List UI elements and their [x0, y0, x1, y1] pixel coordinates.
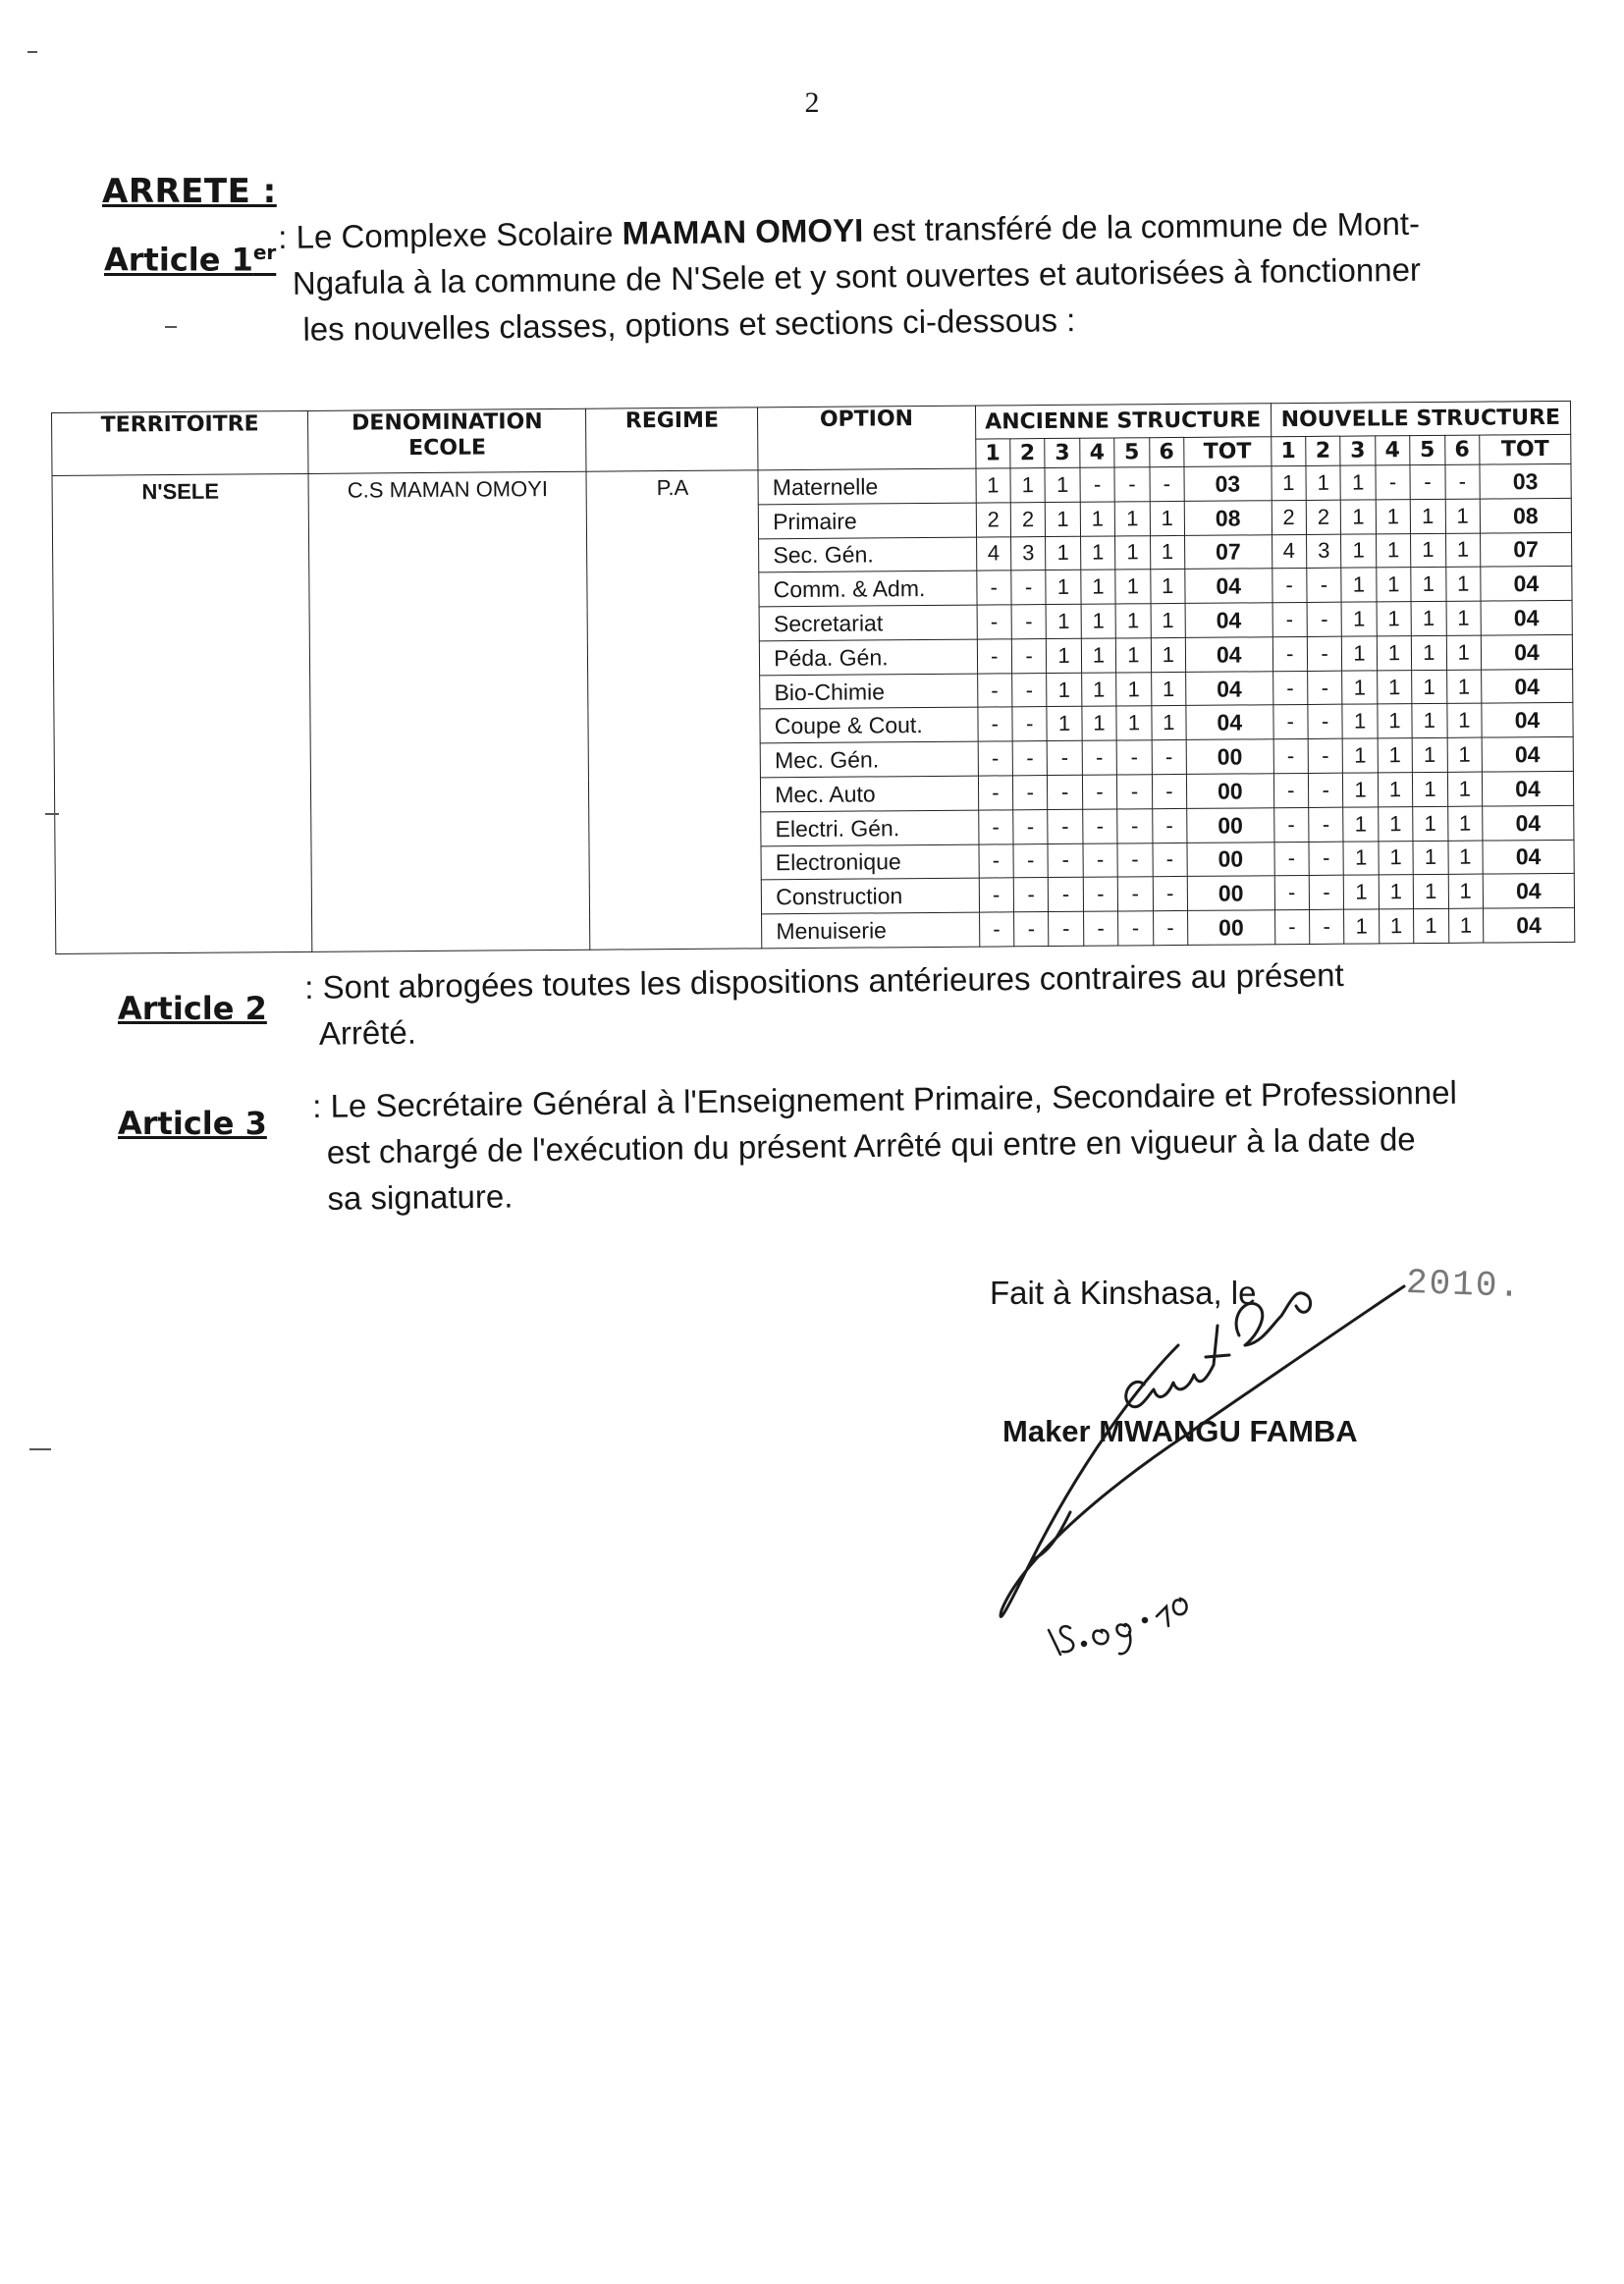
cell-ancienne-1: -: [979, 912, 1014, 947]
cell-ancienne-3: -: [1048, 809, 1083, 843]
cell-nouvelle-6: 1: [1448, 874, 1484, 908]
cell-option: Sec. Gén.: [759, 537, 977, 573]
cell-nouvelle-1: -: [1272, 671, 1308, 705]
cell-ancienne-3: -: [1048, 775, 1083, 809]
cell-ancienne-3: 1: [1047, 707, 1082, 741]
cell-option: Mec. Auto: [761, 776, 979, 812]
cell-ancienne-2: -: [1013, 843, 1049, 878]
cell-nouvelle-1: 1: [1271, 465, 1306, 500]
cell-nouvelle-5: 1: [1412, 704, 1447, 738]
fait-a-kinshasa: Fait à Kinshasa, le: [990, 1275, 1257, 1311]
school-name-bold: MAMAN OMOYI: [622, 211, 864, 251]
cell-ancienne-1: -: [978, 741, 1013, 776]
subheader-ancienne-6: 6: [1149, 437, 1184, 466]
cell-nouvelle-tot: 04: [1481, 600, 1572, 635]
header-denomination-2: ECOLE: [408, 435, 487, 462]
cell-nouvelle-4: 1: [1376, 533, 1411, 568]
cell-ancienne-3: 1: [1045, 467, 1080, 502]
cell-nouvelle-2: -: [1307, 602, 1342, 636]
cell-ancienne-5: 1: [1115, 604, 1151, 638]
cell-nouvelle-5: 1: [1413, 772, 1448, 806]
cell-nouvelle-3: 1: [1342, 704, 1378, 738]
cell-ancienne-1: -: [977, 674, 1012, 708]
cell-ancienne-tot: 00: [1188, 910, 1275, 946]
cell-ancienne-tot: 00: [1187, 842, 1274, 876]
cell-ancienne-6: -: [1152, 808, 1187, 843]
cell-ancienne-tot: 04: [1185, 637, 1272, 672]
cell-nouvelle-1: 4: [1272, 534, 1307, 569]
cell-nouvelle-4: 1: [1379, 841, 1414, 875]
article-3-label: Article 3: [118, 1105, 267, 1142]
cell-nouvelle-5: 1: [1413, 875, 1448, 909]
cell-ancienne-1: 1: [976, 468, 1011, 503]
cell-nouvelle-3: 1: [1343, 773, 1379, 807]
cell-ancienne-4: 1: [1081, 638, 1116, 673]
cell-nouvelle-2: -: [1309, 909, 1344, 944]
cell-option: Construction: [762, 878, 980, 914]
cell-ancienne-3: -: [1049, 878, 1084, 912]
cell-ancienne-2: -: [1013, 809, 1049, 843]
cell-option: Electronique: [761, 844, 979, 881]
structure-table-body: [52, 463, 1575, 953]
cell-nouvelle-5: 1: [1410, 499, 1445, 533]
cell-ancienne-4: 1: [1081, 604, 1116, 638]
cell-nouvelle-6: 1: [1445, 533, 1481, 568]
cell-ancienne-3: -: [1048, 843, 1083, 878]
cell-nouvelle-2: 1: [1306, 465, 1341, 500]
cell-nouvelle-5: -: [1410, 464, 1445, 499]
cell-ancienne-1: -: [978, 776, 1013, 810]
cell-nouvelle-4: 1: [1377, 568, 1412, 602]
cell-ancienne-5: 1: [1116, 706, 1152, 740]
cell-nouvelle-4: 1: [1378, 704, 1413, 738]
cell-nouvelle-6: 1: [1446, 704, 1482, 738]
cell-option: Coupe & Cout.: [760, 708, 978, 744]
cell-ancienne-2: -: [1013, 878, 1049, 912]
scan-speck: [45, 813, 59, 815]
cell-nouvelle-4: 1: [1378, 738, 1413, 773]
cell-ancienne-3: -: [1049, 911, 1084, 946]
cell-ancienne-6: 1: [1151, 706, 1186, 740]
subheader-nouvelle-3: 3: [1340, 436, 1376, 465]
cell-ancienne-4: -: [1082, 775, 1117, 809]
cell-ancienne-6: -: [1153, 843, 1188, 877]
article-1-line-2: Ngafula à la commune de N'Sele et y sont ouvertes et autorisées à fonctionner: [292, 250, 1422, 301]
subheader-ancienne-5: 5: [1114, 438, 1150, 467]
cell-option: Péda. Gén.: [760, 639, 978, 676]
header-denomination-1: DENOMINATION: [352, 409, 543, 436]
cell-option: Maternelle: [758, 468, 976, 505]
cell-option: Bio-Chimie: [760, 674, 978, 710]
cell-ancienne-5: 1: [1114, 501, 1150, 535]
cell-ancienne-tot: 00: [1186, 774, 1273, 808]
article-2-label: Article 2: [118, 990, 267, 1027]
cell-nouvelle-6: 1: [1446, 601, 1482, 635]
subheader-nouvelle-5: 5: [1410, 435, 1445, 464]
subheader-ancienne-tot: TOT: [1184, 437, 1272, 467]
cell-nouvelle-4: 1: [1378, 806, 1413, 841]
cell-ancienne-2: -: [1011, 605, 1047, 639]
cell-nouvelle-3: 1: [1344, 875, 1380, 909]
header-regime: REGIME: [586, 408, 758, 471]
cell-ancienne-3: -: [1048, 741, 1083, 776]
cell-nouvelle-4: -: [1376, 465, 1411, 500]
cell-nouvelle-6: 1: [1448, 908, 1484, 943]
cell-ancienne-2: -: [1011, 638, 1047, 673]
cell-ancienne-5: -: [1117, 809, 1153, 843]
cell-nouvelle-2: 2: [1306, 500, 1341, 534]
cell-nouvelle-5: 1: [1414, 908, 1449, 943]
cell-ancienne-1: -: [977, 639, 1012, 674]
cell-nouvelle-2: -: [1308, 773, 1343, 807]
header-territoire: TERRITOITRE: [52, 410, 309, 475]
article-1-line-1-b: est transféré de la commune de Mont-: [863, 204, 1421, 248]
subheader-nouvelle-6: 6: [1444, 435, 1480, 464]
cell-ancienne-2: -: [1012, 707, 1048, 741]
cell-ancienne-2: 2: [1010, 502, 1046, 536]
scan-speck: [165, 326, 177, 328]
cell-ancienne-1: -: [976, 571, 1011, 605]
cell-nouvelle-1: -: [1273, 842, 1309, 876]
cell-ancienne-5: -: [1114, 467, 1150, 502]
cell-nouvelle-5: 1: [1413, 806, 1448, 841]
cell-nouvelle-1: -: [1274, 910, 1310, 945]
cell-ancienne-tot: 00: [1186, 739, 1273, 774]
article-3-line-3: sa signature.: [327, 1177, 514, 1217]
cell-ancienne-2: 1: [1010, 468, 1046, 503]
scan-speck: [29, 1448, 51, 1450]
cell-ancienne-6: -: [1152, 740, 1187, 775]
cell-nouvelle-6: 1: [1446, 670, 1482, 704]
cell-nouvelle-2: -: [1309, 876, 1344, 910]
cell-nouvelle-6: 1: [1445, 499, 1481, 533]
cell-ancienne-1: -: [977, 707, 1012, 741]
cell-nouvelle-5: 1: [1411, 635, 1446, 670]
cell-option: Primaire: [759, 503, 977, 539]
cell-nouvelle-3: 1: [1343, 807, 1379, 842]
cell-nouvelle-4: 1: [1377, 602, 1412, 636]
article-2-line-1: : Sont abrogées toutes les dispositions antérieures contraires au présent: [304, 956, 1344, 1006]
subheader-ancienne-3: 3: [1045, 438, 1080, 467]
cell-ancienne-1: -: [979, 843, 1014, 878]
cell-ancienne-5: 1: [1115, 535, 1151, 570]
article-2-text: [304, 950, 1484, 1057]
cell-ancienne-4: 1: [1081, 570, 1116, 604]
signatory-name: Maker MWANGU FAMBA: [1002, 1414, 1358, 1448]
article-1-line-3: les nouvelles classes, options et sections ci-dessous :: [302, 301, 1076, 348]
cell-territoire: N'SELE: [52, 473, 312, 953]
article-3-line-1: : Le Secrétaire Général à l'Enseignement Primaire, Secondaire et Professionnel: [312, 1073, 1458, 1124]
cell-ancienne-4: -: [1080, 467, 1115, 502]
cell-nouvelle-4: 1: [1379, 909, 1414, 944]
cell-ancienne-3: 1: [1047, 673, 1082, 707]
cell-nouvelle-2: -: [1308, 705, 1343, 739]
cell-nouvelle-1: -: [1273, 773, 1309, 807]
article-3-text: [312, 1068, 1492, 1222]
page-number: 2: [804, 86, 820, 119]
cell-nouvelle-5: 1: [1413, 841, 1448, 875]
cell-nouvelle-3: 1: [1342, 671, 1378, 705]
cell-ancienne-5: -: [1116, 740, 1152, 775]
article-3-line-2: est chargé de l'exécution du présent Arrêté qui entre en vigueur à la date de: [326, 1120, 1416, 1170]
cell-nouvelle-1: -: [1273, 739, 1309, 774]
cell-nouvelle-3: 1: [1341, 500, 1377, 534]
cell-nouvelle-6: 1: [1447, 772, 1483, 806]
cell-ancienne-4: 1: [1080, 536, 1115, 571]
article-1-label-text: Article 1: [104, 241, 253, 279]
cell-nouvelle-3: 1: [1341, 568, 1377, 602]
cell-nouvelle-4: 1: [1377, 636, 1412, 671]
cell-ancienne-2: -: [1011, 571, 1047, 605]
subheader-ancienne-4: 4: [1080, 438, 1115, 467]
cell-ancienne-4: -: [1083, 843, 1118, 878]
cell-ancienne-2: -: [1012, 673, 1048, 707]
cell-nouvelle-2: -: [1308, 738, 1343, 773]
header-ancienne-structure: ANCIENNE STRUCTURE: [975, 404, 1271, 439]
cell-option: Comm. & Adm.: [759, 571, 977, 607]
cell-ancienne-1: 4: [976, 536, 1011, 571]
cell-ancienne-6: -: [1150, 466, 1185, 501]
subheader-ancienne-2: 2: [1010, 439, 1046, 468]
cell-nouvelle-2: 3: [1306, 534, 1341, 569]
structure-table: [51, 401, 1575, 954]
cell-nouvelle-tot: 04: [1483, 840, 1574, 875]
cell-ancienne-tot: 04: [1185, 569, 1272, 603]
cell-ancienne-tot: 00: [1187, 808, 1274, 843]
cell-nouvelle-4: 1: [1376, 499, 1411, 533]
cell-ancienne-5: -: [1117, 775, 1153, 809]
header-denomination: [308, 408, 587, 473]
cell-nouvelle-6: 1: [1447, 806, 1483, 841]
cell-nouvelle-5: 1: [1412, 670, 1447, 704]
cell-ancienne-5: 1: [1116, 672, 1152, 706]
cell-nouvelle-3: 1: [1341, 602, 1377, 636]
cell-nouvelle-tot: 04: [1483, 907, 1574, 943]
cell-nouvelle-1: -: [1273, 807, 1309, 842]
cell-regime: P.A: [586, 470, 762, 950]
cell-nouvelle-tot: 04: [1482, 703, 1573, 738]
header-option: OPTION: [758, 406, 976, 470]
cell-nouvelle-1: -: [1272, 603, 1308, 637]
subheader-nouvelle-2: 2: [1306, 436, 1341, 465]
cell-option: Mec. Gén.: [760, 741, 978, 778]
cell-ancienne-5: 1: [1115, 570, 1151, 604]
cell-nouvelle-3: 1: [1343, 841, 1379, 875]
cell-nouvelle-6: 1: [1448, 841, 1484, 875]
arrete-heading: ARRETE :: [102, 172, 277, 211]
cell-ancienne-4: 1: [1082, 706, 1117, 740]
cell-ancienne-6: 1: [1151, 637, 1186, 672]
cell-nouvelle-1: -: [1272, 636, 1308, 671]
cell-nouvelle-4: 1: [1377, 670, 1412, 704]
cell-ancienne-6: 1: [1150, 501, 1185, 535]
cell-ancienne-5: -: [1117, 843, 1153, 877]
header-nouvelle-structure: NOUVELLE STRUCTURE: [1271, 401, 1571, 436]
cell-ecole: C.S MAMAN OMOYI: [308, 471, 590, 952]
cell-ancienne-4: 1: [1081, 673, 1116, 707]
cell-ancienne-4: -: [1082, 740, 1117, 775]
cell-nouvelle-tot: 04: [1481, 567, 1572, 602]
subheader-nouvelle-4: 4: [1375, 436, 1410, 465]
cell-ancienne-tot: 08: [1184, 501, 1272, 535]
cell-ancienne-2: -: [1012, 776, 1048, 810]
cell-nouvelle-tot: 03: [1480, 463, 1571, 499]
cell-ancienne-5: -: [1117, 877, 1153, 911]
cell-nouvelle-tot: 07: [1480, 532, 1571, 568]
handwritten-signature: [972, 1267, 1424, 1659]
cell-option: Menuiserie: [762, 912, 980, 949]
cell-ancienne-1: 2: [976, 503, 1011, 537]
scan-speck: [27, 51, 37, 53]
cell-nouvelle-1: 2: [1272, 500, 1307, 534]
cell-ancienne-6: 1: [1150, 535, 1185, 570]
cell-ancienne-2: -: [1012, 741, 1048, 776]
cell-ancienne-3: 1: [1046, 604, 1081, 638]
cell-nouvelle-6: 1: [1446, 635, 1482, 670]
cell-ancienne-6: -: [1152, 774, 1187, 808]
cell-option: Electri. Gén.: [761, 810, 979, 846]
cell-nouvelle-3: 1: [1344, 909, 1380, 944]
cell-nouvelle-3: 1: [1341, 533, 1377, 568]
cell-ancienne-6: 1: [1151, 672, 1186, 706]
date-stamp: 2010.: [1405, 1262, 1523, 1308]
cell-ancienne-3: 1: [1047, 638, 1082, 673]
structure-table-container: [51, 401, 1575, 954]
cell-nouvelle-2: -: [1307, 569, 1342, 603]
cell-nouvelle-3: 1: [1342, 636, 1378, 671]
cell-ancienne-6: -: [1153, 911, 1188, 946]
cell-ancienne-1: -: [978, 810, 1013, 844]
article-2-line-2: Arrêté.: [318, 1013, 417, 1052]
subheader-nouvelle-1: 1: [1271, 436, 1306, 465]
article-1-label: [104, 241, 276, 279]
cell-nouvelle-tot: 04: [1482, 737, 1573, 773]
cell-nouvelle-4: 1: [1378, 773, 1413, 807]
cell-ancienne-tot: 04: [1185, 603, 1272, 637]
cell-nouvelle-2: -: [1309, 807, 1344, 842]
cell-nouvelle-2: -: [1307, 636, 1342, 671]
cell-ancienne-5: 1: [1116, 638, 1152, 673]
cell-ancienne-4: -: [1083, 877, 1118, 911]
cell-nouvelle-3: 1: [1342, 738, 1378, 773]
cell-ancienne-tot: 03: [1184, 466, 1272, 501]
cell-ancienne-1: -: [977, 605, 1012, 639]
cell-ancienne-3: 1: [1046, 502, 1081, 536]
cell-nouvelle-5: 1: [1411, 533, 1446, 568]
cell-nouvelle-4: 1: [1379, 875, 1414, 909]
cell-nouvelle-6: 1: [1445, 567, 1481, 601]
cell-nouvelle-tot: 08: [1480, 498, 1571, 533]
cell-ancienne-tot: 04: [1186, 705, 1273, 739]
cell-ancienne-2: 3: [1010, 536, 1046, 571]
cell-ancienne-2: -: [1013, 912, 1049, 947]
cell-nouvelle-5: 1: [1411, 568, 1446, 602]
article-1-label-sup: er: [252, 241, 277, 264]
cell-ancienne-4: -: [1082, 809, 1117, 843]
cell-ancienne-4: 1: [1080, 502, 1115, 536]
cell-nouvelle-5: 1: [1411, 601, 1446, 635]
cell-nouvelle-2: -: [1308, 671, 1343, 705]
cell-ancienne-6: 1: [1150, 570, 1185, 604]
cell-nouvelle-5: 1: [1412, 738, 1447, 773]
cell-ancienne-4: -: [1083, 911, 1118, 946]
cell-ancienne-3: 1: [1046, 571, 1081, 605]
cell-nouvelle-1: -: [1274, 876, 1310, 910]
cell-nouvelle-tot: 04: [1481, 634, 1572, 670]
cell-ancienne-6: -: [1153, 877, 1188, 911]
cell-nouvelle-1: -: [1272, 705, 1308, 739]
article-1-text: [278, 199, 1492, 353]
cell-ancienne-5: -: [1118, 911, 1154, 946]
cell-option: Secretariat: [759, 605, 977, 641]
cell-nouvelle-tot: 04: [1483, 805, 1574, 841]
cell-ancienne-tot: 00: [1187, 876, 1274, 910]
cell-ancienne-3: 1: [1046, 536, 1081, 571]
cell-nouvelle-tot: 04: [1482, 771, 1573, 806]
cell-nouvelle-6: 1: [1447, 737, 1483, 772]
cell-ancienne-1: -: [979, 878, 1014, 912]
subheader-nouvelle-tot: TOT: [1480, 434, 1571, 464]
subheader-ancienne-1: 1: [975, 439, 1010, 468]
cell-nouvelle-6: -: [1445, 464, 1481, 499]
cell-nouvelle-2: -: [1309, 842, 1344, 876]
cell-nouvelle-tot: 04: [1482, 669, 1573, 704]
cell-ancienne-tot: 04: [1186, 671, 1273, 705]
cell-nouvelle-1: -: [1272, 569, 1307, 603]
article-1-line-1-a: : Le Complexe Scolaire: [278, 214, 623, 255]
cell-ancienne-6: 1: [1151, 604, 1186, 638]
cell-nouvelle-3: 1: [1340, 465, 1376, 500]
cell-ancienne-tot: 07: [1185, 534, 1272, 569]
cell-nouvelle-tot: 04: [1483, 874, 1574, 909]
